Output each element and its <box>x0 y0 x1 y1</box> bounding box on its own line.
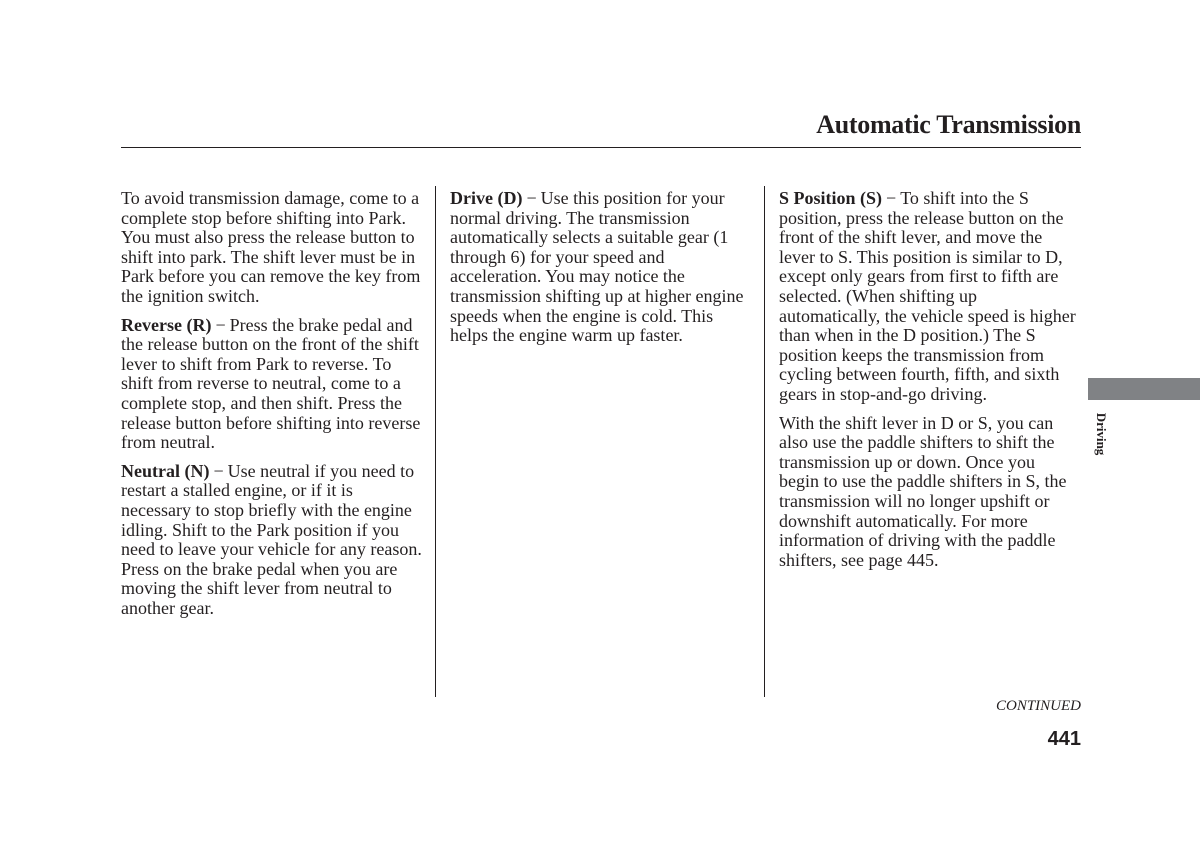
reverse-term: Reverse (R) <box>121 314 212 335</box>
intro-paragraph: To avoid transmission damage, come to a complete stop before shifting into Park. You must also press the release button to shift into park. The shift lever must be in Park before you can remove the key from the ignition switch. <box>121 188 421 306</box>
column-divider-1 <box>435 186 436 697</box>
neutral-text: Use neutral if you need to restart a stalled engine, or if it is necessary to stop briefly with the engine idling. Shift to the Park position if you need to leave your vehicle for any reason. Press on the brake pedal when you are moving the shift lever from neutral to another gear. <box>121 460 422 618</box>
drive-dash: − <box>526 188 537 208</box>
neutral-paragraph <box>121 462 427 619</box>
drive-text: Use this position for your normal driving. The transmission automatically selects a suitable gear (1 through 6) for your speed and acceleration. You may notice the transmission shifting up at higher engine speeds when the engine is cold. This helps the engine warm up faster. <box>450 188 744 346</box>
reverse-paragraph <box>121 316 427 453</box>
column-middle <box>450 189 755 355</box>
reverse-dash: − <box>215 314 226 335</box>
s-position-paragraph <box>779 189 1079 405</box>
s-position-dash: − <box>886 188 897 208</box>
reverse-text: Press the brake pedal and the release button on the front of the shift lever to shift from Park to reverse. To shift from reverse to neutral, come to a complete stop, and then shift. Press the release button before shifting into reverse from neutral. <box>121 314 421 453</box>
neutral-dash: − <box>213 460 224 481</box>
drive-term: Drive (D) <box>450 188 523 208</box>
section-tab <box>1088 378 1200 400</box>
column-right <box>779 189 1079 579</box>
page-title: Automatic Transmission <box>816 110 1081 139</box>
column-divider-2 <box>764 186 765 697</box>
header-divider <box>121 147 1081 148</box>
column-left <box>121 189 427 627</box>
neutral-term: Neutral (N) <box>121 460 210 481</box>
s-position-term: S Position (S) <box>779 188 883 208</box>
s-position-text: To shift into the S position, press the release button on the front of the shift lever, and move the lever to S. This position is similar to D, except only gears from first to fifth are selected. (When shifting up automatically, the vehicle speed is higher than when in the D position.) The S position keeps the transmission from cycling between fourth, fifth, and sixth gears in stop-and-go driving. <box>779 188 1076 404</box>
paddle-shifter-paragraph: With the shift lever in D or S, you can also use the paddle shifters to shift the transmission up or down. Once you begin to use the paddle shifters in S, the transmission will no longer upshift or downshift automatically. For more information of driving with the paddle shifters, see page 445. <box>779 412 1067 570</box>
section-tab-label: Driving <box>1094 412 1109 456</box>
continued-label: CONTINUED <box>995 698 1081 714</box>
drive-paragraph <box>450 189 755 346</box>
page-number: 441 <box>1047 728 1081 750</box>
